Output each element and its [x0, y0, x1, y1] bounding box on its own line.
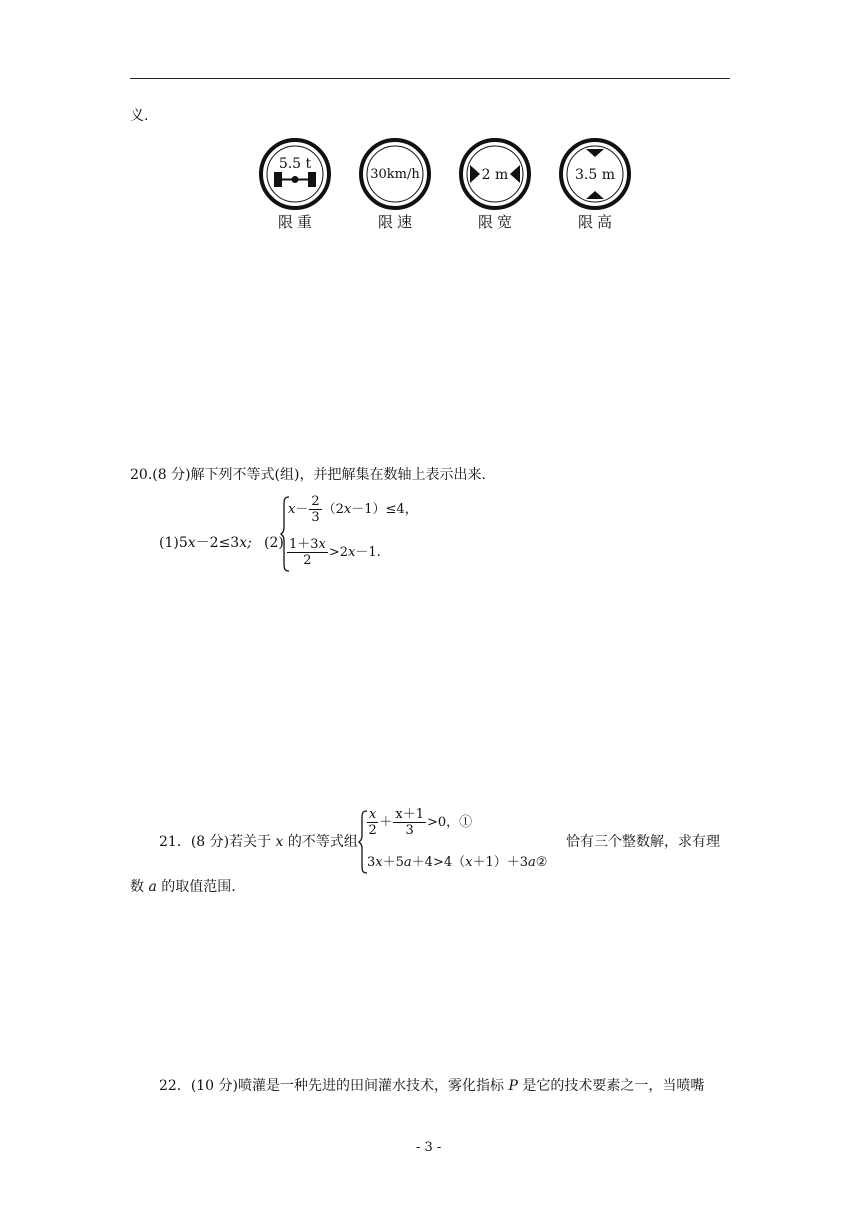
height-limit-sign	[558, 137, 632, 211]
wheel-icon	[274, 172, 282, 187]
part-label: (1)	[159, 535, 179, 551]
speed-limit-sign	[358, 137, 432, 211]
page-number: - 3 -	[416, 1140, 442, 1155]
q22-text: 22．(10 分)喷灌是一种先进的田间灌水技术，雾化指标 P 是它的技术要素之一，当喷嘴	[159, 1078, 705, 1094]
q20-title: 20.(8 分)解下列不等式(组)，并把解集在数轴上表示出来.	[130, 467, 486, 483]
q21-line2: 数 a 的取值范围.	[130, 879, 236, 895]
sign-caption: 限高	[578, 213, 617, 231]
intro-tail: 义.	[130, 108, 149, 124]
sign-caption: 限重	[278, 213, 317, 231]
wheel-icon	[308, 172, 316, 187]
sign-text: 5.5 t	[278, 156, 312, 172]
sign-text: 30km/h	[370, 167, 420, 182]
q20-part2-label: (2)	[264, 535, 284, 551]
sign-text: 2 m	[481, 167, 509, 183]
weight-limit-sign	[258, 137, 332, 211]
header-rule	[130, 78, 730, 79]
q20-part1: (1)5x－2≤3x;	[159, 535, 252, 551]
sign-text: 3.5 m	[575, 167, 615, 183]
width-limit-sign	[458, 137, 532, 211]
sign-caption: 限速	[378, 213, 417, 231]
q21-system-line2: 3x＋5a＋4>4（x＋1）＋3a②	[367, 855, 548, 870]
q21-lead: 21．(8 分)若关于 x 的不等式组	[159, 834, 358, 850]
q20-system-line1: x－ $\frac{2}{3}$ （2x－1）≤4，	[288, 494, 418, 525]
q21-tail: 恰有三个整数解，求有理	[566, 834, 720, 850]
q21-system-line1: $\frac{x}{2}$ ＋ $\frac{x+1}{3}$ >0，①	[368, 807, 473, 838]
sign-caption: 限宽	[478, 213, 517, 231]
q20-system-line2: $\frac{1+3x}{2}$ >2x－1.	[289, 537, 381, 568]
